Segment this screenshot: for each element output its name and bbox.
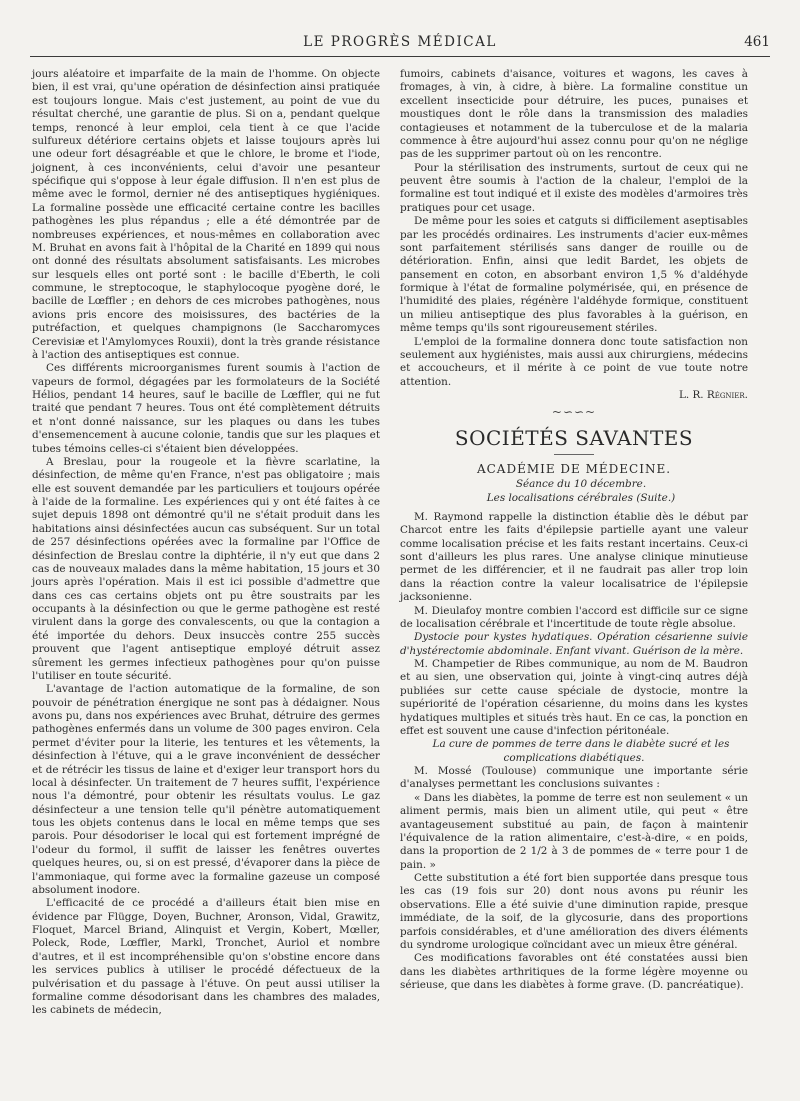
- author-signature: L. R. Régnier.: [678, 389, 748, 401]
- quotation: « Dans les diabètes, la pomme de terre est non seulement « un aliment permis, mais bien un aliment utile, qui peut « être avantageusement substitué au pain, de façon à maintenir l'équivalence de la ration alimentaire, c'est-à-dire, « en poids, dans la proportion de 2 1/2 à 3 de pommes de « terre pour 1 de pain. »: [400, 791, 748, 871]
- page-number: 461: [744, 34, 770, 50]
- paragraph: jours aléatoire et imparfaite de la main de l'homme. On objecte bien, il est vrai, qu'une opération de désinfection ainsi pratiquée est toujours longue. Mais c'est justement, au point de vue du résultat cherché, une garantie de plus. Si on a, pendant quelque temps, renoncé à leur emploi, cela tient à ce que l'acide sulfureux détériore certains objets et laisse toujours après lui une odeur fort désagréable et que le chlore, le brome et l'iode, joignent, à ces inconvénients, celui d'avoir une pesanteur spécifique qui s'oppose à leur égale diffusion. Il n'en est plus de même avec le formol, dernier né des antiseptiques hygiéniques. La formaline possède une efficacité certaine contre les bacilles pathogènes les plus répandus ; elle a été démontrée par de nombreuses expériences, et nous-mêmes en collaboration avec M. Bruhat en avons fait à l'hôpital de la Charité en 1899 qui nous ont donné des résultats absolument satisfaisants. Les microbes sur lesquels elles ont porté sont : le bacille d'Eberth, le coli commune, le streptocoque, le staphylocoque pyogène doré, le bacille de Lœffler ; en dehors de ces microbes pathogènes, nous avions pris encore des moisissures, des bactéries de la putréfaction, et quelques champignons (le Saccharomyces Cerevisiæ et l'Amylomyces Rouxii), dont la très grande résistance à l'action des antiseptiques est connue.: [32, 68, 380, 361]
- paragraph: Cette substitution a été fort bien supportée dans presque tous les cas (19 fois sur 20) dont nous avons pu réunir les observations. Elle a été suivie d'une diminution rapide, presque immédiate, de la soif, de la glycosurie, dans des proportions parfois considérables, et d'une amélioration des divers éléments du syndrome urologique coïncidant avec un mieux être général.: [400, 872, 748, 951]
- short-rule: [554, 454, 594, 455]
- italic-heading: Dystocie pour kystes hydatiques. Opération césarienne suivie d'hystérectomie abdominale. Enfant vivant. Guérison de la mère.: [400, 631, 748, 657]
- italic-heading: La cure de pommes de terre dans le diabète sucré et les complications diabétiques.: [432, 738, 730, 764]
- topic-heading: Les localisations cérébrales (Suite.): [486, 491, 676, 504]
- paragraph: L'emploi de la formaline donnera donc toute satisfaction non seulement aux hygiénistes, mais aussi aux chirurgiens, médecins et accoucheurs, et il mérite à ce point de vue toute notre attention.: [400, 335, 748, 388]
- right-column: [400, 68, 748, 992]
- journal-title: LE PROGRÈS MÉDICAL: [303, 34, 497, 50]
- left-column: [32, 68, 380, 1018]
- academy-heading: ACADÉMIE DE MÉDECINE.: [476, 461, 672, 476]
- paragraph: M. Raymond rappelle la distinction établie dès le début par Charcot entre les faits d'épilepsie partielle ayant une valeur comme localisation précise et les faits restant incertains. Ceux-ci sont d'ailleurs les plus rares. Une analyse clinique minutieuse permet de les différencier, et il ne faudrait pas aller trop loin dans la réaction contre la valeur localisatrice de l'épilepsie jacksonienne.: [400, 510, 748, 604]
- paragraph: Ces modifications favorables ont été constatées aussi bien dans les diabètes arthritiques de la forme légère moyenne ou sérieuse, que dans les diabètes à forme grave. (D. pancréatique).: [400, 952, 748, 991]
- paragraph: M. Champetier de Ribes communique, au nom de M. Baudron et au sien, une observation qui, jointe à vingt-cinq autres déjà publiées sur cette cause spéciale de dystocie, montre la supériorité de l'opération césarienne, du moins dans les kystes hydatiques multiples et situés très haut. En ce cas, la ponction en effet est souvent une cause d'infection péritonéale.: [400, 658, 748, 737]
- paragraph: M. Dieulafoy montre combien l'accord est difficile sur ce signe de localisation cérébrale et l'incertitude de toute règle absolue.: [400, 604, 748, 630]
- paragraph: L'efficacité de ce procédé a d'ailleurs était bien mise en évidence par Flügge, Doyen, Buchner, Aronson, Vidal, Grawitz, Floquet, Marcel Briand, Alinquist et Vergin, Kobert, Mœller, Poleck, Rode, Lœffler, Markl, Tronchet, Auriol et nombre d'autres, et il est incompréhensible qu'on s'obstine encore dans les services publics à utiliser le procédé défectueux de la pulvérisation et du passage à l'étuve. On peut aussi utiliser la formaline comme désodorisant dans les chambres des malades, les cabinets de médecin,: [32, 897, 380, 1017]
- paragraph: Ces différents microorganismes furent soumis à l'action de vapeurs de formol, dégagées par les formolateurs de la Société Hélios, pendant 14 heures, sauf le bacille de Lœffler, qui ne fut traité que pendant 7 heures. Tous ont été complètement détruits et n'ont donné naissance, sur les plaques ou dans les tubes d'ensemencement à aucune colonie, tandis que sur les plaques et tubes témoins celles-ci s'étaient bien développées.: [32, 362, 380, 455]
- paragraph: M. Mossé (Toulouse) communique une importante série d'analyses permettant les conclusions suivantes :: [400, 765, 748, 791]
- paragraph: L'avantage de l'action automatique de la formaline, de son pouvoir de pénétration énergique ne sont pas à dédaigner. Nous avons pu, dans nos expériences avec Bruhat, détruire des germes pathogènes enfermés dans un volume de 300 pages environ. Cela permet d'éviter pour la literie, les tentures et les vêtements, la désinfection à l'étuve, qui a le grave inconvénient de dessécher et de rétrécir les tissus de laine et d'exiger leur transport hors du local à désinfecter. Un traitement de 7 heures suffit, l'expérience nous l'a démontré, pour obtenir les résultats voulus. Le gaz désinfecteur a une tension telle qu'il pénètre automatiquement tous les objets contenus dans le local en même temps que ses parois. Pour désodoriser le local qui est fortement imprégné de l'odeur du formol, il suffit de laisser les fenêtres ouvertes quelques heures, ou, si on est pressé, d'évaporer dans la pièce de l'ammoniaque, qui forme avec la formaline gazeuse un composé absolument inodore.: [32, 683, 380, 896]
- paragraph: fumoirs, cabinets d'aisance, voitures et wagons, les caves à fromages, à vin, à cidre, à bière. La formaline constitue un excellent insecticide pour détruire, les puces, punaises et moustiques dont le rôle dans la transmission des maladies contagieuses et notamment de la tuberculose et de la malaria commence à être aujourd'hui assez connu pour qu'on ne néglige pas de les supprimer partout où on les rencontre.: [400, 68, 748, 161]
- paragraph: Pour la stérilisation des instruments, surtout de ceux qui ne peuvent être soumis à l'action de la chaleur, l'emploi de la formaline est tout indiqué et il existe des modèles d'armoires très pratiques pour cet usage.: [400, 161, 748, 214]
- paragraph: De même pour les soies et catguts si difficilement aseptisables par les procédés ordinaires. Les instruments d'acier eux-mêmes sont parfaitement stérilisés sans danger de rouille ou de détérioration. Enfin, ainsi que ledit Bardet, les objets de pansement en coton, en absorbant environ 1,5 % d'aldéhyde formique à l'état de formaline polymérisée, qui, en présence de l'humidité des plaies, régénère l'aldéhyde formique, constituent un milieu antiseptique des plus favorables à la guérison, en même temps qu'ils sont rigoureusement stériles.: [400, 215, 748, 335]
- page-header: [30, 26, 770, 57]
- section-title: SOCIÉTÉS SAVANTES: [454, 425, 694, 450]
- ornament-divider: ~∽∽~: [551, 405, 597, 420]
- paragraph: A Breslau, pour la rougeole et la fièvre scarlatine, la désinfection, de même qu'en France, n'est pas obligatoire ; mais elle est souvent demandée par les particuliers et toujours opérée à l'aide de la formaline. Les expériences qui y ont été faites à ce sujet depuis 1898 ont démontré qu'il ne s'était produit dans les habitations ainsi désinfectées aucun cas subséquent. Sur un total de 257 désinfections opérées avec la formaline par l'Office de désinfection de Breslau contre la diphtérie, il n'y eut que dans 2 cas de nouveaux malades dans la même habitation, 15 jours et 30 jours après l'opération. Mais il est ici possible d'admettre que dans ces cas certains objets ont pu être soustraits par les occupants à la désinfection ou que le germe pathogène est resté virulent dans la gorge des convalescents, ou que la contagion a été importée du dehors. Deux insuccès contre 255 succès prouvent que l'agent antiseptique employé détruit assez sûrement les germes infectieux pathogènes pour qu'on puisse l'utiliser en toute sécurité.: [32, 455, 380, 682]
- session-date: Séance du 10 décembre.: [515, 478, 647, 491]
